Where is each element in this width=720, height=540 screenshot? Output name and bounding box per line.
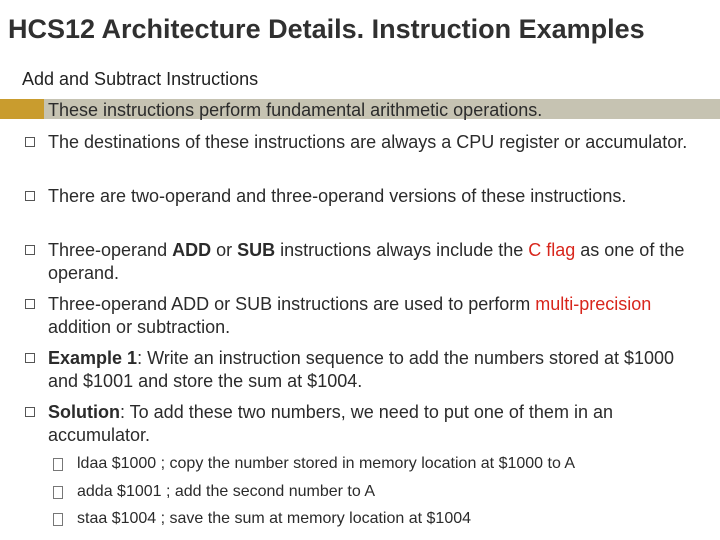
missing-glyph-icon: [53, 458, 63, 471]
checkbox-bullet-icon: [25, 353, 35, 363]
bullet-item: [48, 293, 708, 339]
code-text: adda $1001 ; add the second number to A: [77, 483, 376, 500]
bullet-text: : To add these two numbers, we need to put one of them in an accumulator.: [48, 402, 613, 445]
bullet-text-part: addition or subtraction.: [48, 317, 231, 337]
slide-subtitle: Add and Subtract Instructions: [22, 69, 259, 89]
bullet-item: [48, 401, 708, 447]
bullet-text-part: or: [211, 240, 238, 260]
bullet-text: : Write an instruction sequence to add the numbers stored at $1000 and $1001 and store the sum at $1004.: [48, 348, 675, 391]
code-line: [77, 483, 375, 501]
checkbox-bullet-icon: [25, 407, 35, 417]
example-label: Example 1: [48, 348, 138, 368]
code-line: [77, 455, 575, 473]
bullet-item: [48, 185, 708, 208]
c-flag-highlight: C flag: [528, 240, 576, 260]
bullet-item: [48, 347, 708, 393]
accent-block: [0, 99, 44, 119]
slide-title: HCS12 Architecture Details. Instruction Examples: [8, 14, 645, 44]
missing-glyph-icon: [53, 513, 63, 526]
bullet-text-part: as one of the operand.: [48, 240, 685, 283]
checkbox-bullet-icon: [25, 245, 35, 255]
code-text: staa $1004 ; save the sum at memory location at $1004: [77, 510, 472, 527]
bullet-text-part: Three-operand ADD or SUB instructions are used to perform: [48, 294, 536, 314]
bullet-text: The destinations of these instructions are always a CPU register or accumulator.: [48, 132, 688, 152]
bullet-text-part: Three-operand: [48, 240, 173, 260]
sub-keyword: SUB: [237, 240, 276, 260]
code-text: ldaa $1000 ; copy the number stored in memory location at $1000 to A: [77, 455, 576, 472]
missing-glyph-icon: [53, 486, 63, 499]
checkbox-bullet-icon: [25, 137, 35, 147]
bullet-item: [48, 239, 708, 285]
bullet-text-part: instructions always include the: [275, 240, 529, 260]
solution-label: Solution: [48, 402, 120, 422]
add-keyword: ADD: [172, 240, 212, 260]
multi-precision-highlight: multi-precision: [535, 294, 652, 314]
bullet-item: [48, 99, 708, 122]
bullet-item: [48, 131, 708, 154]
bullet-text: These instructions perform fundamental arithmetic operations.: [48, 100, 543, 120]
code-line: [77, 510, 471, 528]
bullet-text: There are two-operand and three-operand versions of these instructions.: [48, 186, 627, 206]
checkbox-bullet-icon: [25, 299, 35, 309]
checkbox-bullet-icon: [25, 191, 35, 201]
